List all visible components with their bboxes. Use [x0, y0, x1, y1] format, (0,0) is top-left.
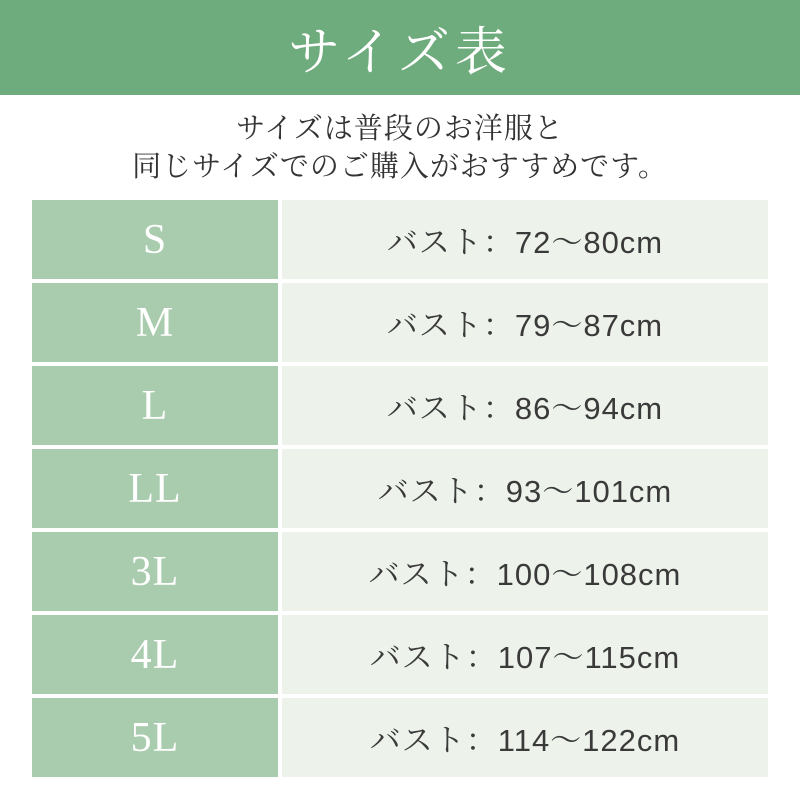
intro-line-2: 同じサイズでのご購入がおすすめです。	[132, 150, 668, 183]
size-label: LL	[32, 449, 278, 528]
bust-value: バスト：107〜115cm	[282, 615, 768, 694]
size-label: 5L	[32, 698, 278, 777]
table-row-5l	[32, 698, 768, 777]
table-row-m	[32, 283, 768, 362]
size-label: M	[32, 283, 278, 362]
size-table	[32, 200, 768, 777]
bust-value: バスト：93〜101cm	[282, 449, 768, 528]
intro-line-1: サイズは普段のお洋服と	[236, 112, 564, 145]
table-row-ll	[32, 449, 768, 528]
table-row-l	[32, 366, 768, 445]
size-label: 4L	[32, 615, 278, 694]
intro-text	[0, 95, 800, 200]
size-label: L	[32, 366, 278, 445]
header-band	[0, 0, 800, 95]
size-label: S	[32, 200, 278, 279]
bust-value: バスト：86〜94cm	[282, 366, 768, 445]
table-row-s	[32, 200, 768, 279]
bust-value: バスト：100〜108cm	[282, 532, 768, 611]
bust-value: バスト：79〜87cm	[282, 283, 768, 362]
size-label: 3L	[32, 532, 278, 611]
bust-value: バスト：114〜122cm	[282, 698, 768, 777]
page-title: サイズ表	[288, 25, 512, 82]
bust-value: バスト：72〜80cm	[282, 200, 768, 279]
table-row-3l	[32, 532, 768, 611]
table-row-4l	[32, 615, 768, 694]
